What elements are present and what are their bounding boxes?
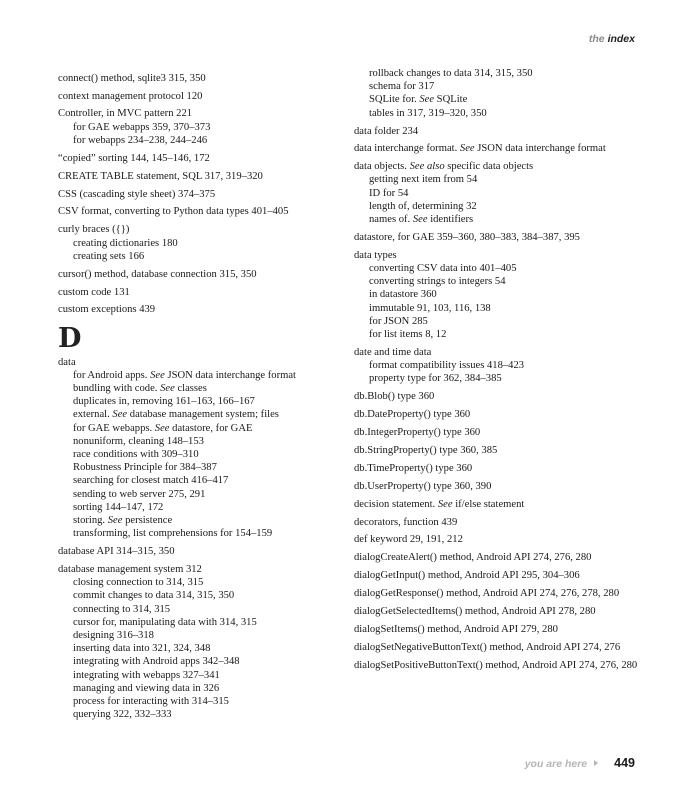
index-subentry: creating sets 166 — [73, 250, 145, 262]
entry-target: datastore, for GAE — [169, 422, 253, 434]
index-entry: data — [58, 356, 76, 368]
index-entry: dialogGetSelectedItems() method, Android API 278, 280 — [354, 605, 596, 617]
index-entry: custom code 131 — [58, 286, 130, 298]
page-number: 449 — [614, 756, 635, 770]
index-subentry — [58, 369, 343, 382]
entry-target: specific data objects — [444, 161, 534, 173]
see-reference: See — [112, 409, 128, 421]
index-subentry — [58, 514, 343, 527]
index-entry: decorators, function 439 — [354, 516, 458, 528]
entry-text: for Android apps. — [73, 369, 151, 381]
header-prefix: the — [588, 33, 605, 45]
index-entry: dialogGetInput() method, Android API 295, 304–306 — [354, 570, 580, 582]
arrow-right-icon — [594, 760, 598, 766]
index-entry: data folder 234 — [354, 125, 419, 137]
index-entry: db.UserProperty() type 360, 390 — [354, 480, 492, 492]
index-subentry: format compatibility issues 418–423 — [369, 360, 525, 372]
section-letter: D — [58, 322, 82, 354]
index-subentry: ID for 54 — [369, 187, 409, 199]
entry-text: external. — [73, 409, 113, 421]
see-reference: See — [107, 515, 123, 527]
index-entry: data types — [354, 249, 397, 261]
index-subentry: querying 322, 332–333 — [73, 709, 172, 721]
index-entry — [354, 160, 644, 173]
index-entry: database API 314–315, 350 — [58, 546, 175, 558]
index-subentry: closing connection to 314, 315 — [73, 577, 204, 589]
header-word: index — [607, 33, 635, 45]
entry-target: if/else statement — [452, 498, 525, 510]
entry-text: names of. — [369, 214, 413, 226]
index-entry: db.DateProperty() type 360 — [354, 409, 471, 421]
index-subentry — [354, 93, 644, 106]
index-subentry: converting CSV data into 401–405 — [369, 263, 517, 275]
index-subentry: managing and viewing data in 326 — [73, 682, 220, 694]
entry-target: classes — [174, 383, 207, 395]
index-entry: connect() method, sqlite3 315, 350 — [58, 72, 206, 84]
index-subentry: searching for closest match 416–417 — [73, 475, 229, 487]
index-subentry: nonuniform, cleaning 148–153 — [73, 435, 204, 447]
index-subentry: for GAE webapps 359, 370–373 — [73, 121, 211, 133]
index-column-right — [354, 67, 644, 672]
entry-target: database management system; files — [127, 409, 279, 421]
index-subentry: for webapps 234–238, 244–246 — [73, 134, 208, 146]
index-subentry — [58, 422, 343, 435]
index-subentry: tables in 317, 319–320, 350 — [369, 107, 487, 119]
index-entry: db.TimeProperty() type 360 — [354, 462, 473, 474]
index-subentry: designing 316–318 — [73, 630, 154, 642]
index-subentry: race conditions with 309–310 — [73, 449, 199, 461]
index-entry: dialogSetItems() method, Android API 279, 280 — [354, 623, 558, 635]
index-entry: CREATE TABLE statement, SQL 317, 319–320 — [58, 170, 263, 182]
index-subentry: process for interacting with 314–315 — [73, 696, 229, 708]
index-entry: CSV format, converting to Python data types 401–405 — [58, 206, 289, 218]
index-subentry: converting strings to integers 54 — [369, 276, 506, 288]
entry-target: JSON data interchange format — [474, 143, 606, 155]
index-subentry: sending to web server 275, 291 — [73, 488, 206, 500]
index-subentry: for JSON 285 — [369, 315, 428, 327]
you-are-here-label: you are here — [524, 758, 588, 770]
entry-text: data objects. — [354, 161, 410, 173]
index-entry — [354, 498, 644, 511]
entry-text: for GAE webapps. — [73, 422, 155, 434]
entry-text: decision statement. — [354, 498, 438, 510]
entry-target: identifiers — [427, 214, 474, 226]
index-entry: context management protocol 120 — [58, 90, 203, 102]
see-reference: See — [437, 498, 453, 510]
index-subentry: immutable 91, 103, 116, 138 — [369, 302, 491, 314]
see-reference: See also — [409, 161, 445, 173]
see-reference: See — [154, 422, 170, 434]
entry-text: storing. — [73, 515, 108, 527]
entry-text: SQLite for. — [369, 94, 420, 106]
index-subentry — [58, 408, 343, 421]
index-subentry: in datastore 360 — [369, 289, 437, 301]
index-entry: datastore, for GAE 359–360, 380–383, 384–387, 395 — [354, 231, 580, 243]
see-reference: See — [419, 94, 435, 106]
index-subentry: commit changes to data 314, 315, 350 — [73, 590, 235, 602]
see-reference: See — [160, 383, 175, 395]
entry-text: bundling with code. — [73, 383, 161, 395]
see-reference: See — [459, 143, 475, 155]
index-entry: db.Blob() type 360 — [354, 391, 435, 403]
index-column-left — [58, 67, 343, 721]
entry-target: JSON data interchange format — [164, 369, 296, 381]
index-entry: dialogSetPositiveButtonText() method, Android API 274, 276, 280 — [354, 659, 638, 671]
index-entry: dialogCreateAlert() method, Android API 274, 276, 280 — [354, 552, 592, 564]
index-entry: database management system 312 — [58, 564, 202, 576]
index-subentry — [354, 213, 644, 226]
index-subentry: integrating with Android apps 342–348 — [73, 656, 240, 668]
index-entry: date and time data — [354, 346, 432, 358]
index-subentry: for list items 8, 12 — [369, 329, 447, 341]
see-reference: See — [150, 369, 165, 381]
index-subentry: schema for 317 — [369, 81, 435, 93]
page-footer — [525, 754, 635, 772]
index-subentry: getting next item from 54 — [369, 174, 478, 186]
entry-text: data interchange format. — [354, 143, 460, 155]
index-subentry: rollback changes to data 314, 315, 350 — [369, 68, 533, 79]
index-subentry: inserting data into 321, 324, 348 — [73, 643, 211, 655]
index-subentry — [58, 382, 343, 395]
index-subentry: Robustness Principle for 384–387 — [73, 462, 217, 474]
index-entry: dialogGetResponse() method, Android API 274, 276, 278, 280 — [354, 588, 620, 600]
index-entry: “copied” sorting 144, 145–146, 172 — [58, 152, 210, 164]
entry-target: persistence — [122, 515, 173, 527]
index-entry: cursor() method, database connection 315, 350 — [58, 268, 257, 280]
index-subentry: connecting to 314, 315 — [73, 603, 171, 615]
index-subentry: creating dictionaries 180 — [73, 237, 178, 249]
index-entry: CSS (cascading style sheet) 374–375 — [58, 188, 216, 200]
index-entry — [354, 142, 644, 155]
index-subentry: integrating with webapps 327–341 — [73, 669, 220, 681]
index-entry: dialogSetNegativeButtonText() method, Android API 274, 276 — [354, 641, 621, 653]
see-reference: See — [412, 214, 428, 226]
index-subentry: transforming, list comprehensions for 154–159 — [73, 528, 273, 540]
running-header — [589, 33, 635, 45]
index-subentry: property type for 362, 384–385 — [369, 373, 502, 385]
index-entry: Controller, in MVC pattern 221 — [58, 108, 193, 120]
index-entry: db.IntegerProperty() type 360 — [354, 427, 481, 439]
index-subentry: cursor for, manipulating data with 314, 315 — [73, 616, 257, 628]
index-subentry: length of, determining 32 — [369, 200, 477, 212]
index-entry: curly braces ({}) — [58, 224, 130, 236]
index-subentry: duplicates in, removing 161–163, 166–167 — [73, 396, 255, 408]
index-entry: db.StringProperty() type 360, 385 — [354, 444, 498, 456]
index-entry: custom exceptions 439 — [58, 304, 156, 316]
entry-target: SQLite — [434, 94, 468, 106]
index-entry: def keyword 29, 191, 212 — [354, 534, 463, 546]
index-subentry: sorting 144–147, 172 — [73, 501, 164, 513]
